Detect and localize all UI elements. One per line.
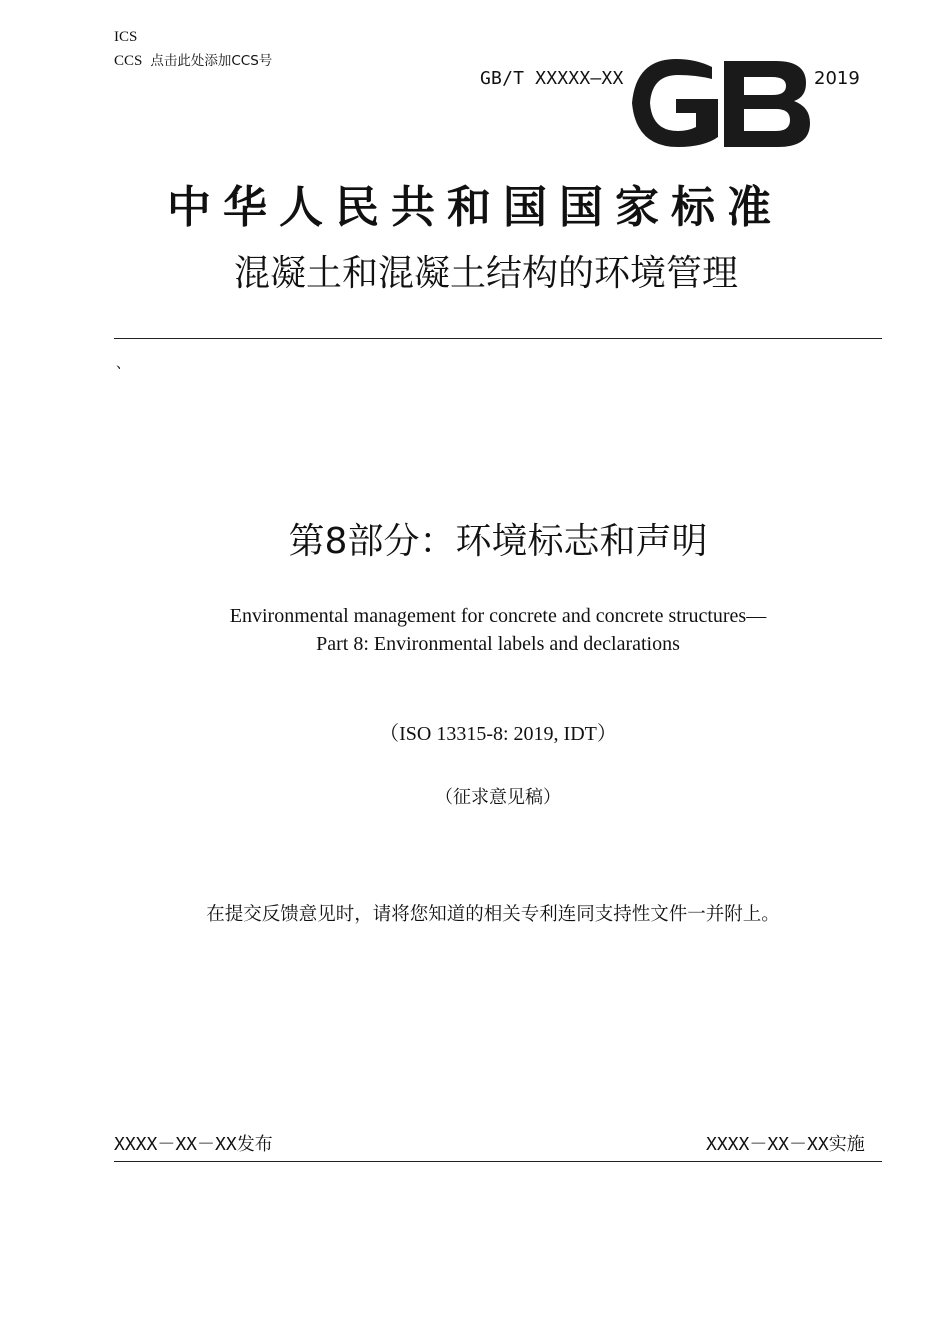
implement-date: XXXX－XX－XX实施 bbox=[706, 1134, 865, 1155]
patent-notice: 在提交反馈意见时，请将您知道的相关专利连同支持性文件一并附上。 bbox=[206, 904, 780, 925]
stray-mark: 、 bbox=[116, 356, 130, 372]
ccs-line bbox=[114, 52, 272, 70]
ics-label: ICS bbox=[114, 29, 138, 45]
draft-stage: （征求意见稿） bbox=[435, 787, 561, 808]
ccs-label: CCS bbox=[114, 53, 143, 69]
english-title-line-2: Part 8: Environmental labels and declarations bbox=[316, 633, 680, 655]
header-divider bbox=[114, 338, 882, 339]
gb-logo bbox=[626, 55, 812, 151]
ccs-number-placeholder[interactable]: 点击此处添加CCS号 bbox=[150, 53, 273, 69]
standard-year: 2019 bbox=[814, 68, 860, 89]
standard-number: GB/T XXXXX—XX bbox=[480, 68, 624, 89]
series-title: 混凝土和混凝土结构的环境管理 bbox=[233, 253, 738, 294]
part-title: 第8部分：环境标志和声明 bbox=[288, 521, 708, 562]
iso-reference: （ISO 13315-8: 2019, IDT） bbox=[379, 723, 617, 745]
publish-date: XXXX－XX－XX发布 bbox=[114, 1134, 273, 1155]
footer-divider bbox=[114, 1161, 882, 1162]
national-standard-heading: 中华人民共和国国家标准 bbox=[167, 182, 783, 233]
gb-logo-mark bbox=[626, 55, 812, 151]
english-title-line-1: Environmental management for concrete and concrete structures— bbox=[229, 605, 767, 627]
